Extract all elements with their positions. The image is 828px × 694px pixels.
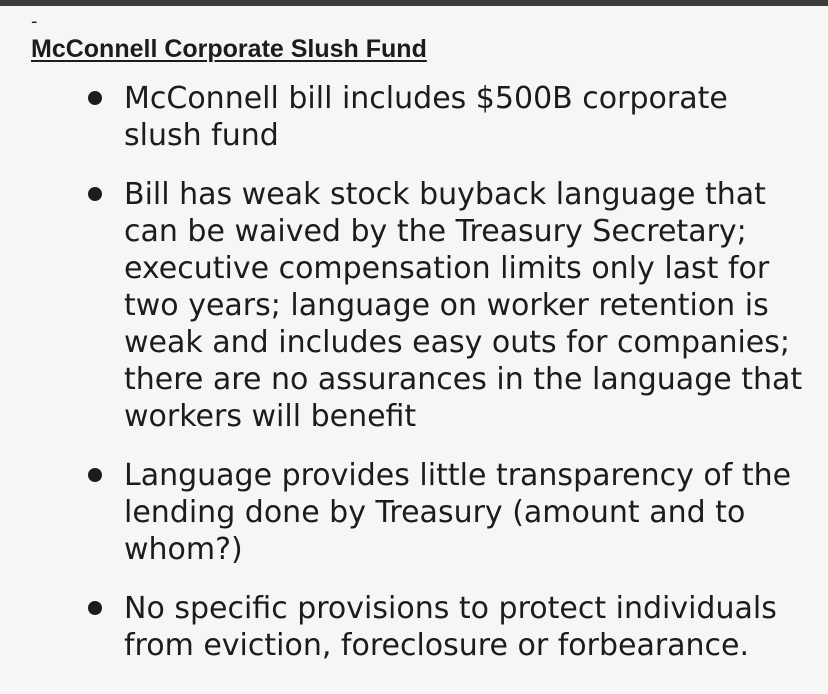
bullet-item	[0, 80, 810, 154]
bullet-text: Bill has weak stock buyback language that can be waived by the Treasury Secretary; executive compensation limits only last for two years; language on worker retention is weak and includes easy outs for companies; there are no assurances in the language that workers will benefit	[124, 177, 803, 434]
bullet-dot-icon	[88, 468, 102, 482]
bullet-item	[0, 457, 810, 568]
bullet-dot-icon	[88, 91, 102, 105]
document-heading: McConnell Corporate Slush Fund	[31, 35, 427, 63]
bullet-dot-icon	[88, 187, 102, 201]
leading-dash: -	[31, 11, 38, 32]
top-border	[0, 0, 828, 6]
bullet-item	[0, 590, 810, 664]
bullet-list	[0, 80, 810, 686]
bullet-text: No specific provisions to protect individuals from eviction, foreclosure or forbearance.	[124, 591, 777, 663]
bullet-dot-icon	[88, 601, 102, 615]
bullet-text: Language provides little transparency of the lending done by Treasury (amount and to whom?)	[124, 458, 792, 567]
bullet-text: McConnell bill includes $500B corporate slush fund	[124, 81, 728, 153]
bullet-item	[0, 176, 810, 435]
